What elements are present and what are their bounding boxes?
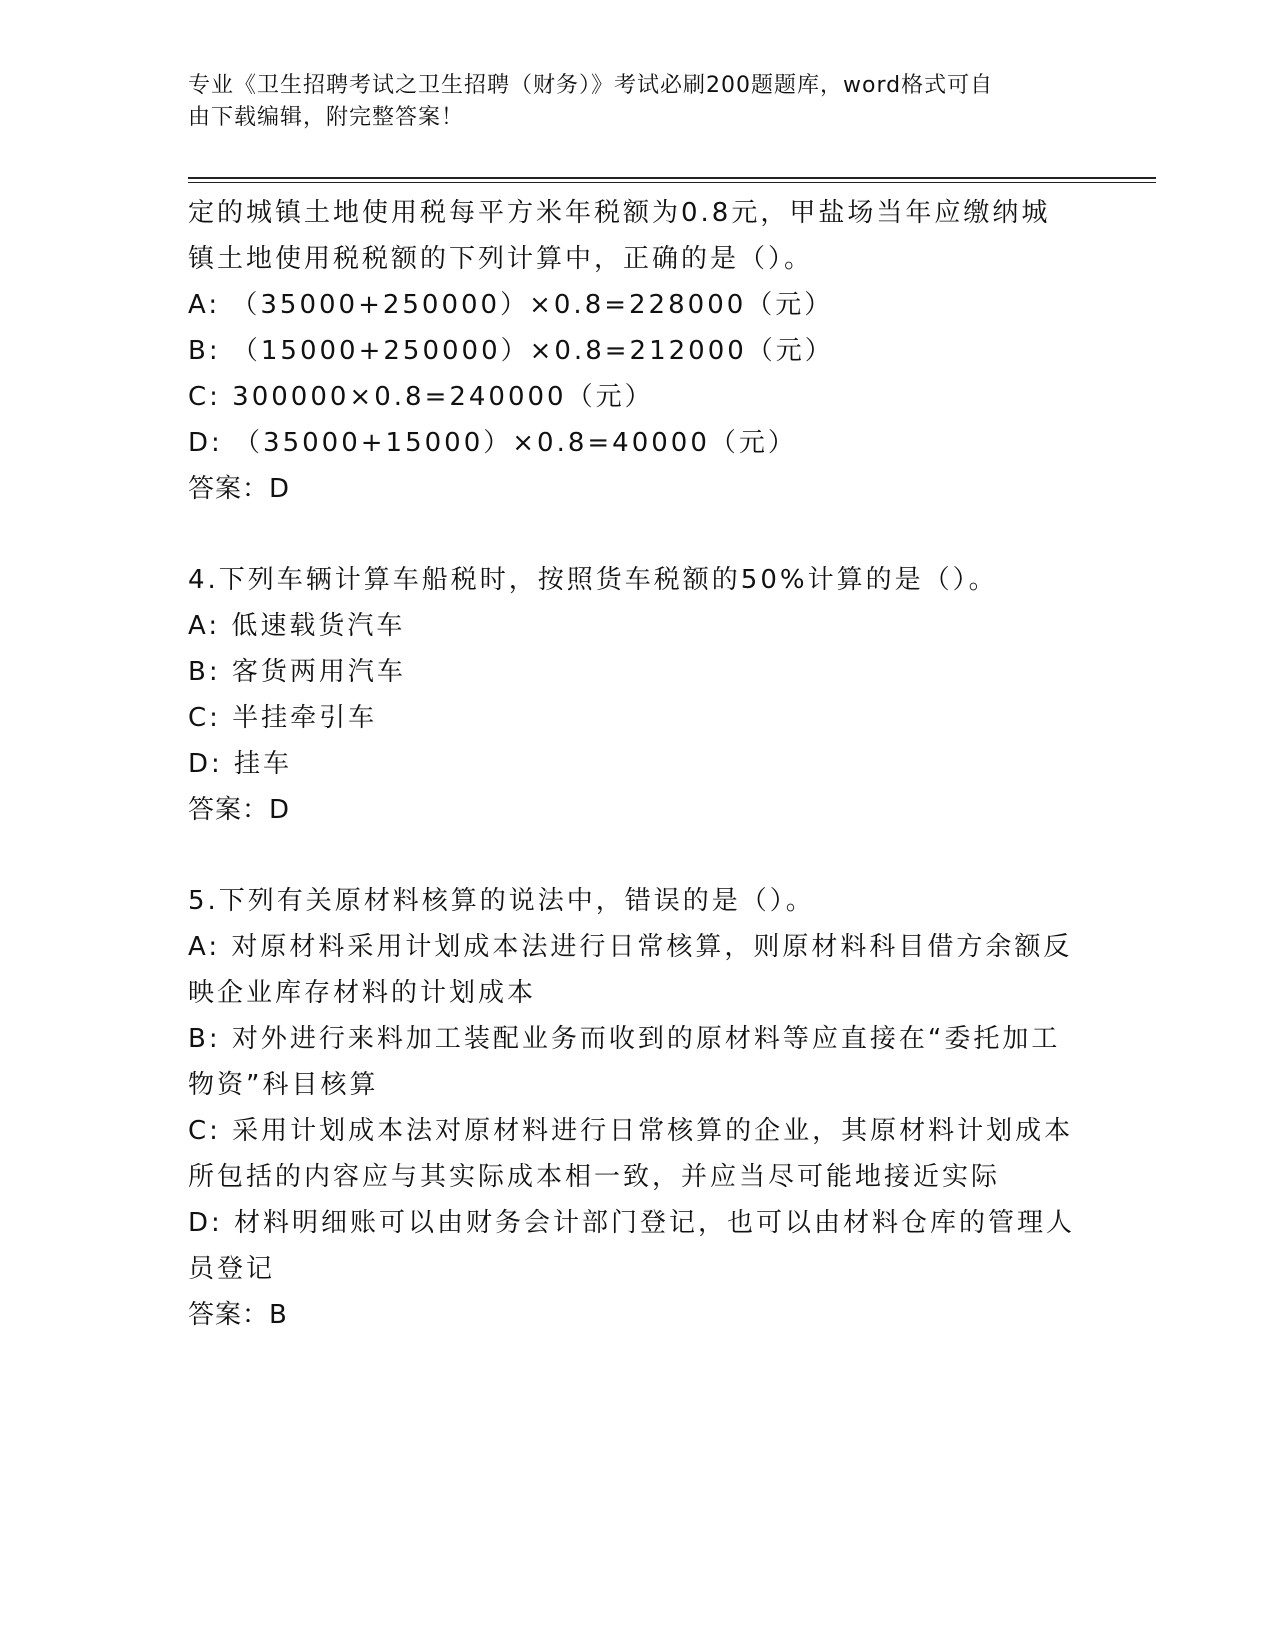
option-a-line-2: 映企业库存材料的计划成本 [188, 978, 537, 1008]
option-c: C: 300000×0.8=240000（元） [188, 382, 654, 412]
question-stem-line: 定的城镇土地使用税每平方米年税额为0.8元，甲盐场当年应缴纳城 [188, 198, 1051, 228]
option-b: B: （15000+250000）×0.8=212000（元） [188, 336, 834, 366]
spacer [188, 512, 1088, 557]
option-c: C: 半挂牵引车 [188, 703, 378, 733]
header-divider-thin [188, 182, 1156, 183]
option-d-line-2: 员登记 [188, 1254, 276, 1284]
option-c-line-2: 所包括的内容应与其实际成本相一致，并应当尽可能地接近实际 [188, 1162, 1001, 1192]
spacer [188, 833, 1088, 878]
question-5 [188, 878, 1088, 1338]
answer-line: 答案：D [188, 795, 291, 825]
answer-line: 答案：D [188, 474, 291, 504]
option-d: D: 挂车 [188, 749, 293, 779]
option-d: D: （35000+15000）×0.8=40000（元） [188, 428, 797, 458]
option-d-line-1: D: 材料明细账可以由财务会计部门登记，也可以由材料仓库的管理人 [188, 1208, 1076, 1238]
question-stem: 5.下列有关原材料核算的说法中，错误的是（）。 [188, 886, 815, 916]
option-a-line-1: A: 对原材料采用计划成本法进行日常核算，则原材料科目借方余额反 [188, 932, 1073, 962]
option-b-line-2: 物资”科目核算 [188, 1070, 379, 1100]
option-c-line-1: C: 采用计划成本法对原材料进行日常核算的企业，其原材料计划成本 [188, 1116, 1074, 1146]
document-header [188, 70, 1068, 134]
question-stem-line: 镇土地使用税税额的下列计算中，正确的是（）。 [188, 244, 814, 274]
question-4 [188, 557, 1088, 833]
header-divider-thick [188, 177, 1156, 179]
option-b-line-1: B: 对外进行来料加工装配业务而收到的原材料等应直接在“委托加工 [188, 1024, 1061, 1054]
header-line-1: 专业《卫生招聘考试之卫生招聘（财务）》考试必刷200题题库，word格式可自 [188, 73, 994, 98]
option-a: A: （35000+250000）×0.8=228000（元） [188, 290, 834, 320]
question-stem: 4.下列车辆计算车船税时，按照货车税额的50%计算的是（）。 [188, 565, 998, 595]
answer-line: 答案：B [188, 1300, 288, 1330]
header-line-2: 由下载编辑，附完整答案！ [188, 105, 465, 130]
option-b: B: 客货两用汽车 [188, 657, 406, 687]
question-list [188, 190, 1088, 1338]
question-3 [188, 190, 1088, 512]
option-a: A: 低速载货汽车 [188, 611, 406, 641]
